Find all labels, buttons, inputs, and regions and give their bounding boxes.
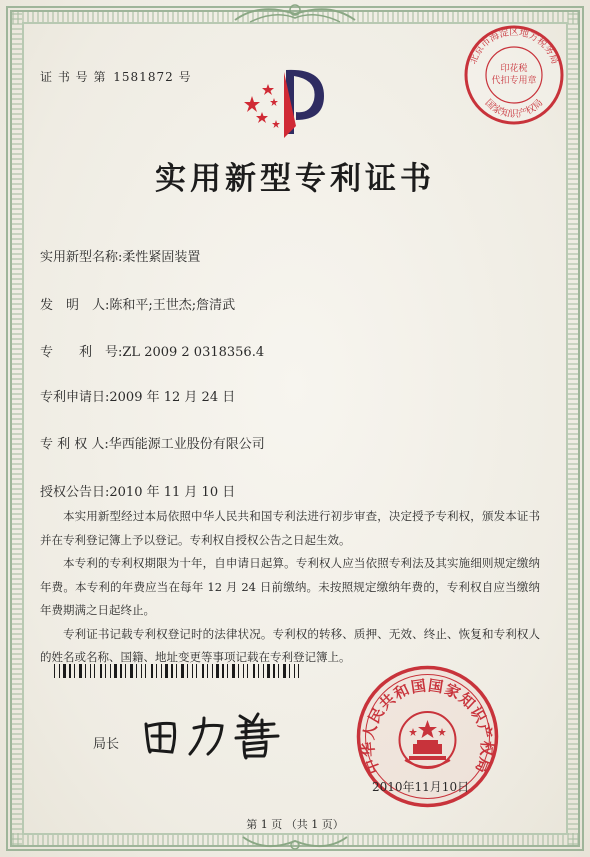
body-paragraph-2: 本专利的专利权期限为十年，自申请日起算。专利权人应当依照专利法及其实施细则规定缴纳年费。本专利的年费应当在每年 12 月 24 日前缴纳。未按照规定缴纳年费的，专利权自应当缴纳年费期满之日起终止。 <box>40 556 540 617</box>
field-patentee <box>40 433 265 452</box>
barcode-bar <box>136 664 137 678</box>
field-inventor <box>40 294 235 313</box>
barcode-bar <box>267 664 270 678</box>
certificate-number-suffix: 号 <box>178 70 192 84</box>
barcode-bar <box>181 664 184 678</box>
field-utility-model-name <box>40 246 200 265</box>
barcode-bar <box>202 664 204 678</box>
certificate-body <box>40 505 540 670</box>
top-seal-line1: 印花税 <box>500 64 528 74</box>
barcode-bar <box>232 664 235 678</box>
barcode-bar <box>171 664 173 678</box>
field-grant-date <box>40 481 235 500</box>
barcode-bar <box>263 664 264 678</box>
barcode-icon <box>54 664 304 678</box>
barcode-bar <box>151 664 153 678</box>
field-value: 陈和平;王世杰;詹清武 <box>109 298 236 313</box>
field-patent-number <box>40 341 264 360</box>
barcode-bar <box>105 664 106 678</box>
field-value: 2009 年 12 月 24 日 <box>109 390 236 405</box>
barcode-bar <box>156 664 157 678</box>
barcode-bar <box>289 664 290 678</box>
field-label: 授权公告日: <box>40 485 110 500</box>
barcode-bar <box>145 664 146 678</box>
field-value: 2010 年 11 月 10 日 <box>109 485 236 500</box>
bottom-ornament-icon <box>235 829 355 855</box>
barcode-bar <box>63 664 66 678</box>
barcode-bar <box>207 664 208 678</box>
barcode-bar <box>238 664 239 678</box>
barcode-bar <box>79 664 82 678</box>
barcode-bar <box>247 664 248 678</box>
barcode-bar <box>176 664 177 678</box>
body-paragraph-3: 专利证书记载专利权登记时的法律状况。专利权的转移、质押、无效、终止、恢复和专利权人的姓名或名称、国籍、地址变更等事项记载在专利登记簿上。 <box>40 626 540 664</box>
field-application-date <box>40 386 235 405</box>
certificate-number <box>40 68 192 85</box>
top-ornament-icon <box>225 0 365 28</box>
stamp-duty-seal-center <box>463 24 565 126</box>
page-number: 第 1 页 （共 1 页） <box>246 818 344 831</box>
director-signature-icon <box>138 708 290 760</box>
barcode-bar <box>196 664 197 678</box>
barcode-bar <box>216 664 219 678</box>
barcode-bar <box>192 664 193 678</box>
field-label: 发 明 人: <box>40 298 110 313</box>
field-label: 实用新型名称: <box>40 250 123 265</box>
field-label: 专 利 号: <box>40 345 123 360</box>
field-value: ZL 2009 2 0318356.4 <box>122 345 265 360</box>
barcode-bar <box>227 664 228 678</box>
barcode-bar <box>120 664 122 678</box>
barcode-bar <box>110 664 111 678</box>
barcode-bar <box>212 664 213 678</box>
barcode-bar <box>94 664 95 678</box>
big-seal-text: 中华人民共和国国家知识产权局 <box>359 676 496 777</box>
barcode-bar <box>74 664 75 678</box>
barcode-bar <box>114 664 117 678</box>
barcode-bar <box>258 664 259 678</box>
barcode-bar <box>243 664 244 678</box>
issue-date: 2010年11月10日 <box>372 780 470 794</box>
barcode-bar <box>125 664 126 678</box>
barcode-bar <box>294 664 295 678</box>
barcode-bar <box>165 664 168 678</box>
barcode-bar <box>253 664 255 678</box>
field-value: 华西能源工业股份有限公司 <box>108 437 265 452</box>
barcode-bar <box>100 664 102 678</box>
barcode-bar <box>90 664 91 678</box>
barcode-bar <box>298 664 299 678</box>
field-label: 专利申请日: <box>40 390 110 405</box>
certificate-number-label: 证 书 号 第 <box>40 70 107 84</box>
body-paragraph-1: 本实用新型经过本局依照中华人民共和国专利法进行初步审查，决定授予专利权，颁发本证书并在专利登记簿上予以登记。专利权自授权公告之日起生效。 <box>40 509 540 547</box>
certificate-number-value: 1581872 <box>113 70 174 84</box>
barcode-bar <box>69 664 71 678</box>
barcode-bar <box>161 664 162 678</box>
field-value: 柔性紧固装置 <box>122 250 201 265</box>
certificate-title: 实用新型专利证书 <box>155 161 435 197</box>
barcode-bar <box>130 664 133 678</box>
top-seal-line2: 代扣专用章 <box>491 76 537 86</box>
field-label: 专 利 权 人: <box>40 437 109 452</box>
barcode-bar <box>278 664 279 678</box>
barcode-bar <box>141 664 142 678</box>
barcode-bar <box>85 664 86 678</box>
patent-office-logo-icon <box>240 62 332 142</box>
barcode-bar <box>283 664 286 678</box>
barcode-bar <box>59 664 60 678</box>
barcode-bar <box>273 664 275 678</box>
barcode-bar <box>187 664 188 678</box>
top-seal-outer-text: 北京市海淀区地方税务局 <box>467 27 561 66</box>
top-seal-bottom-text: 国家知识产权局 <box>482 97 546 120</box>
director-label: 局长 <box>93 737 120 752</box>
barcode-bar <box>54 664 55 678</box>
barcode-bar <box>222 664 224 678</box>
